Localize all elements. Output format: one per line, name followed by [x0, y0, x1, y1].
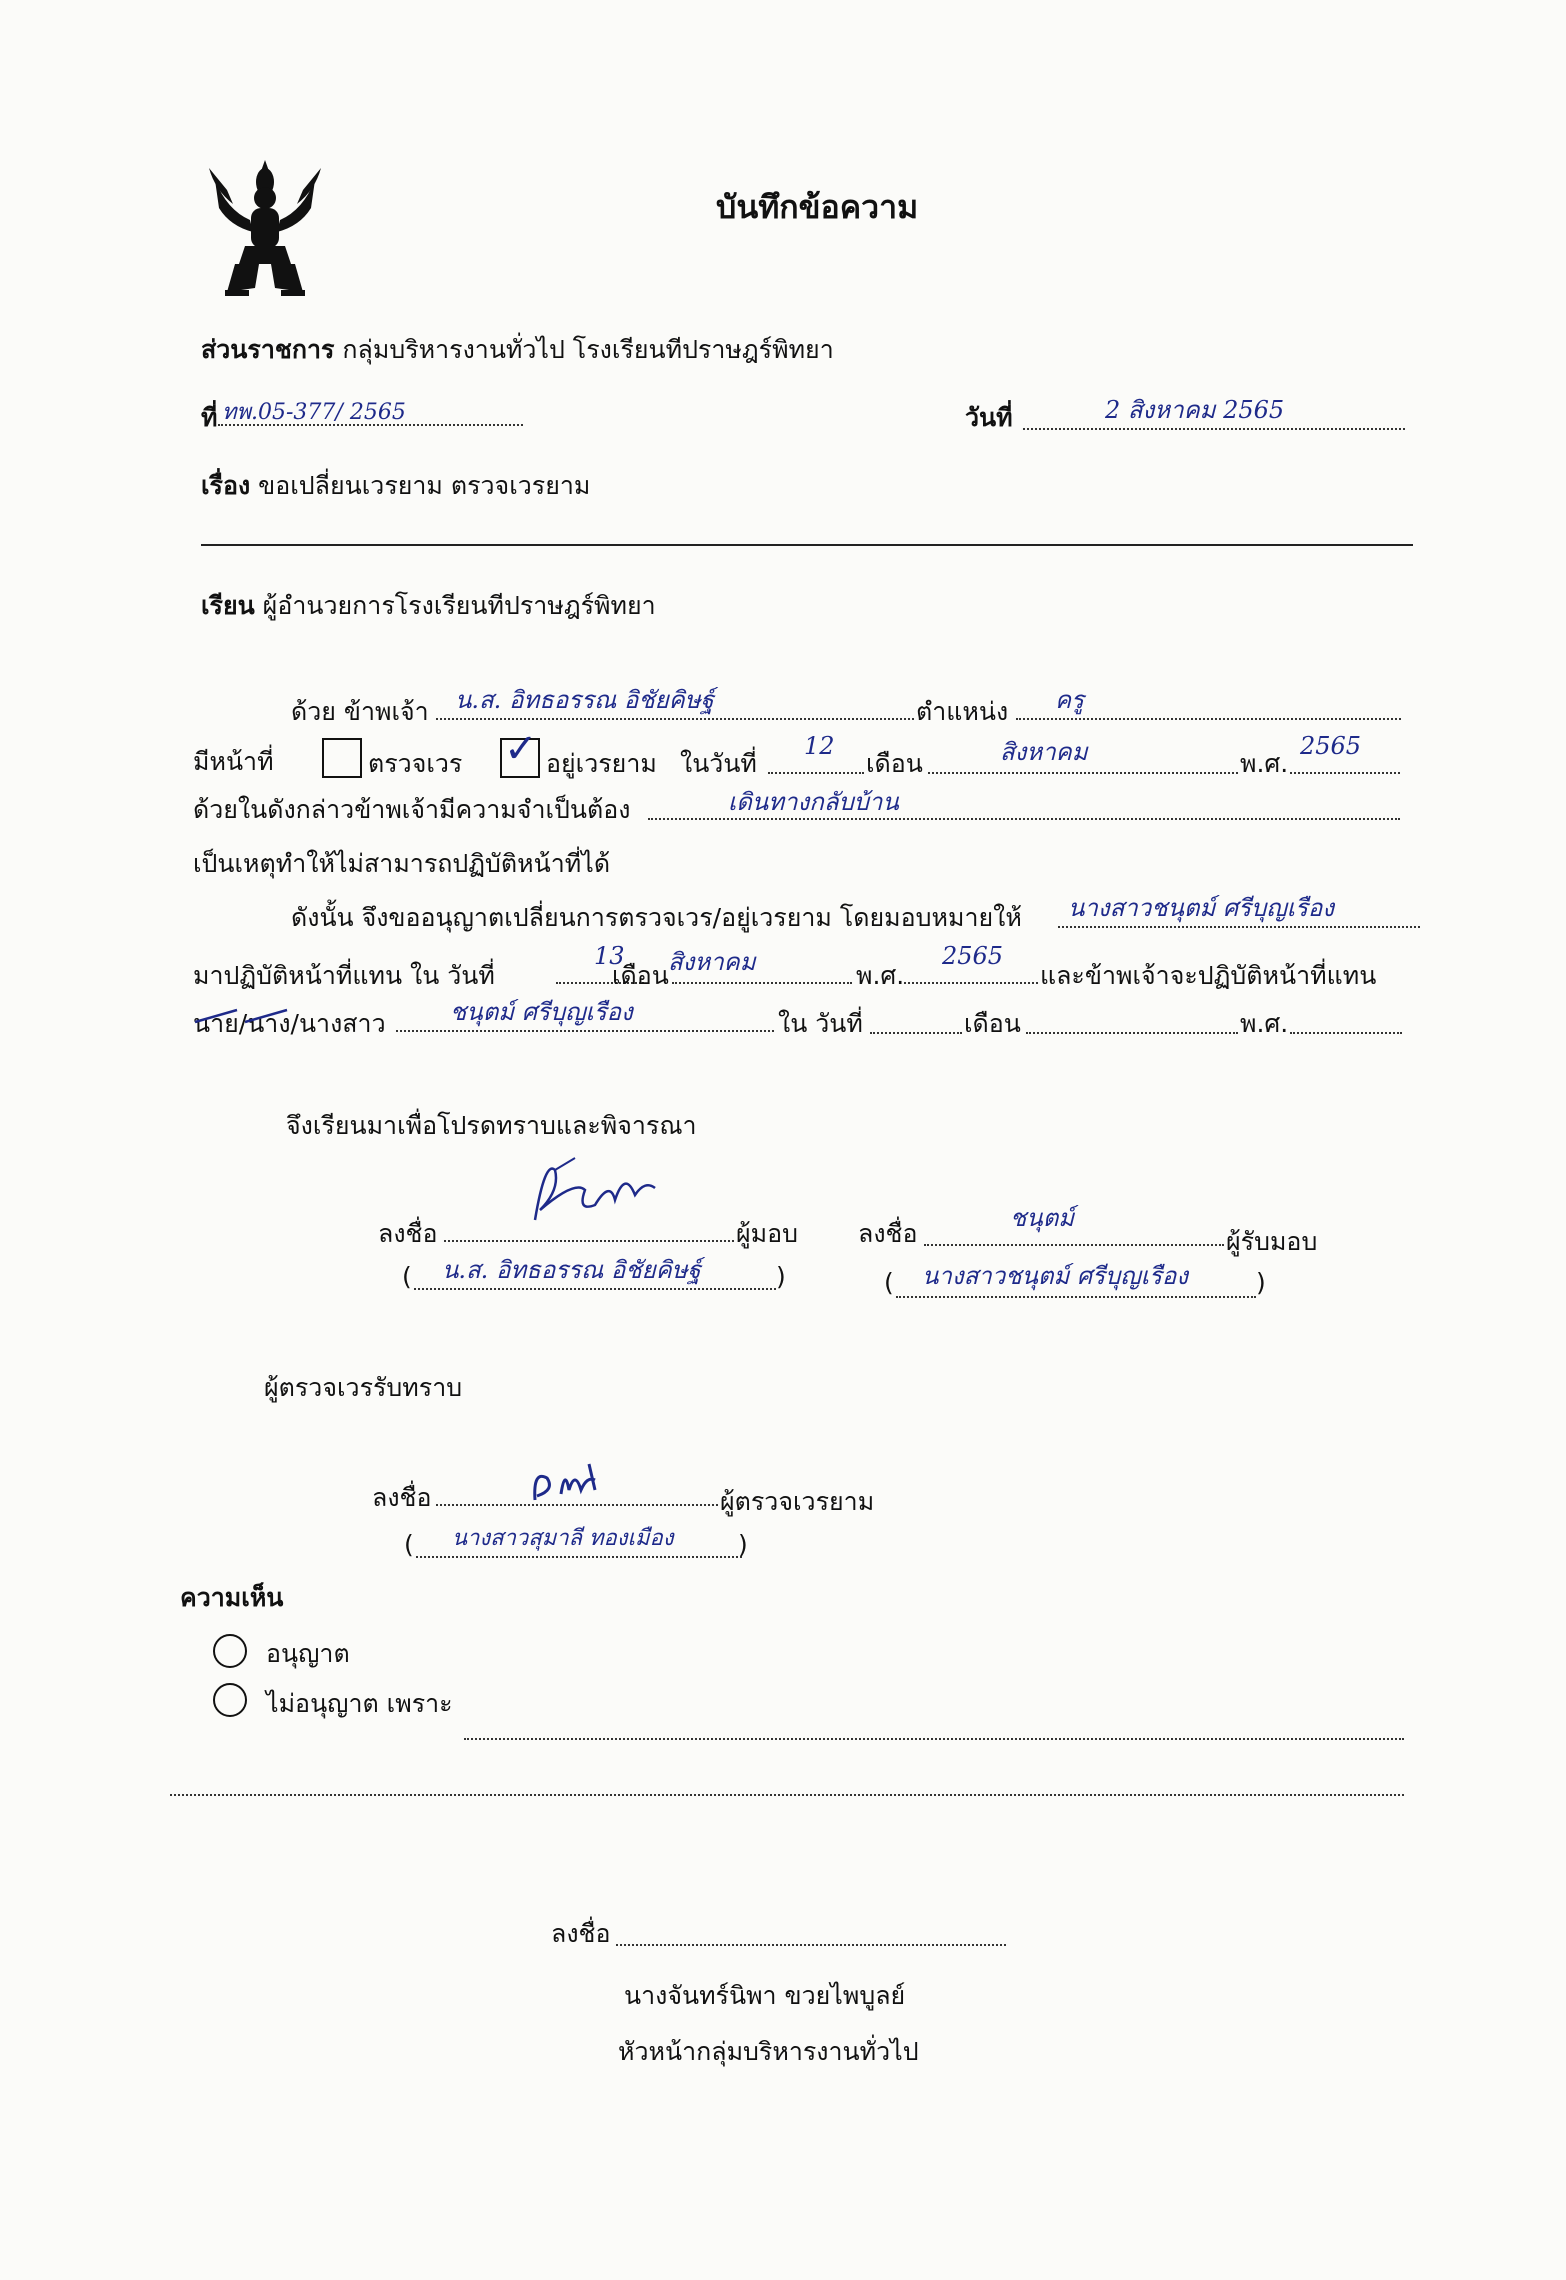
- receiver-name-dotted-line: [896, 1296, 1256, 1298]
- position-value: ครู: [1055, 686, 1084, 714]
- agency-line: [201, 330, 834, 370]
- receiver-close-paren: ): [1256, 1268, 1266, 1297]
- perform-year: 2565: [942, 942, 1004, 970]
- memo-title: บันทึกข้อความ: [716, 188, 919, 226]
- title-strikeouts: [193, 1000, 343, 1040]
- giver-sign-label: ลงชื่อ: [378, 1219, 438, 1248]
- reject-reason-dotted-line[interactable]: [464, 1738, 1404, 1740]
- month-label: เดือน: [866, 749, 923, 778]
- to-value: ผู้อำนวยการโรงเรียนทีปราษฎร์พิทยา: [262, 591, 656, 620]
- inspector-name-dotted-line: [416, 1556, 742, 1558]
- inspector-heading: ผู้ตรวจเวรรับทราบ: [264, 1373, 463, 1402]
- inspector-role: ผู้ตรวจเวรยาม: [720, 1487, 875, 1516]
- giver-sign-dotted-line: [444, 1240, 734, 1242]
- subject-value: ขอเปลี่ยนเวรยาม ตรวจเวรยาม: [258, 471, 591, 500]
- year-label: พ.ศ.: [1240, 749, 1289, 778]
- ref-label: ที่: [201, 403, 218, 432]
- day-label: ในวันที่: [680, 749, 757, 778]
- reason-prefix: ด้วยในดังกล่าวข้าพเจ้ามีความจำเป็นต้อง: [193, 795, 631, 824]
- to-label: เรียน: [201, 591, 255, 620]
- closing-text: จึงเรียนมาเพื่อโปรดทราบและพิจารณา: [286, 1111, 697, 1140]
- reason-suffix: เป็นเหตุทำให้ไม่สามารถปฏิบัติหน้าที่ได้: [193, 849, 611, 878]
- swap-day-dotted-line: [870, 1032, 962, 1034]
- month-dotted-line: [928, 772, 1238, 774]
- perform-month-label: เดือน: [612, 961, 669, 990]
- month-value: สิงหาคม: [1000, 738, 1088, 766]
- approve-label: อนุญาต: [266, 1639, 350, 1668]
- guard-check-mark: ✓: [504, 726, 538, 772]
- garuda-emblem-icon: [205, 160, 325, 300]
- perform-day: 13: [594, 942, 625, 970]
- giver-name: น.ส. อิทธอรรณ อิชัยคิษฐ์: [442, 1256, 701, 1284]
- head-sign-label: ลงชื่อ: [551, 1919, 611, 1948]
- approve-radio[interactable]: [213, 1634, 247, 1668]
- duty-label: มีหน้าที่: [193, 747, 274, 776]
- giver-role: ผู้มอบ: [736, 1219, 799, 1248]
- head-name: นางจันทร์นิพา ขวยไพบูลย์: [624, 1981, 906, 2010]
- swap-month-dotted-line: [1026, 1032, 1238, 1034]
- receiver-sign-dotted-line: [924, 1244, 1224, 1246]
- swap-name: ชนุตม์ ศรีบุญเรือง: [450, 998, 633, 1026]
- inspector-open-paren: (: [404, 1530, 414, 1559]
- title-options: นาย/นาง/นางสาว: [193, 1009, 386, 1038]
- patrol-label: ตรวจเวร: [368, 749, 463, 778]
- reject-label: ไม่อนุญาต เพราะ: [266, 1689, 453, 1718]
- swap-month-label: เดือน: [964, 1009, 1021, 1038]
- head-sign-dotted-line: [616, 1944, 1006, 1946]
- swap-year-dotted-line: [1290, 1032, 1402, 1034]
- date-value: 2 สิงหาคม 2565: [1105, 396, 1285, 424]
- year-dotted-line: [1290, 772, 1400, 774]
- requester-name: น.ส. อิทธอรรณ อิชัยคิษฐ์: [455, 686, 714, 714]
- head-position: หัวหน้ากลุ่มบริหารงานทั่วไป: [618, 2037, 919, 2066]
- swap-day-label: ใน วันที่: [778, 1009, 863, 1038]
- perform-year-dotted-line: [904, 982, 1038, 984]
- inspector-signature: [525, 1460, 625, 1510]
- giver-signature: [515, 1150, 665, 1240]
- giver-close-paren: ): [776, 1262, 786, 1291]
- receiver-role: ผู้รับมอบ: [1226, 1227, 1318, 1256]
- reason-value: เดินทางกลับบ้าน: [728, 788, 899, 816]
- receiver-signature: ชนุตม์: [1010, 1204, 1075, 1232]
- position-label: ตำแหน่ง: [916, 697, 1009, 726]
- inspector-name: นางสาวสุมาลี ทองเมือง: [452, 1526, 674, 1551]
- receiver-sign-label: ลงชื่อ: [858, 1219, 918, 1248]
- patrol-checkbox[interactable]: [322, 738, 362, 778]
- subject-divider: [201, 544, 1413, 546]
- perform-year-label: พ.ศ.: [856, 961, 905, 990]
- reject-reason-dotted-line-2[interactable]: [170, 1794, 1404, 1796]
- giver-open-paren: (: [402, 1262, 412, 1291]
- line1-prefix: ด้วย ข้าพเจ้า: [291, 697, 429, 726]
- guard-label: อยู่เวรยาม: [546, 749, 657, 778]
- inspector-sign-label: ลงชื่อ: [372, 1483, 432, 1512]
- inspector-close-paren: ): [738, 1530, 748, 1559]
- reject-radio[interactable]: [213, 1683, 247, 1717]
- subject-label: เรื่อง: [201, 471, 251, 500]
- year-value: 2565: [1300, 732, 1362, 760]
- receiver-name: นางสาวชนุตม์ ศรีบุญเรือง: [922, 1262, 1188, 1290]
- agency-label: ส่วนราชการ: [201, 335, 335, 364]
- perform-prefix: มาปฏิบัติหน้าที่แทน ใน วันที่: [193, 961, 495, 990]
- day-value: 12: [804, 732, 835, 760]
- ref-value: ทพ.05-377/ 2565: [222, 400, 406, 425]
- swap-year-label: พ.ศ.: [1240, 1009, 1289, 1038]
- request-text: ดังนั้น จึงขออนุญาตเปลี่ยนการตรวจเวร/อยู่เวรยาม โดยมอบหมายให้: [291, 903, 1022, 932]
- to-line: [201, 586, 656, 626]
- perform-suffix: และข้าพเจ้าจะปฏิบัติหน้าที่แทน: [1040, 961, 1377, 990]
- receiver-open-paren: (: [884, 1268, 894, 1297]
- date-label: วันที่: [965, 403, 1013, 432]
- perform-month: สิงหาคม: [668, 948, 756, 976]
- subject-line: [201, 466, 590, 506]
- agency-value: กลุ่มบริหารงานทั่วไป โรงเรียนทีปราษฎร์พิทยา: [342, 335, 834, 364]
- perform-month-dotted-line: [672, 982, 852, 984]
- opinion-heading: ความเห็น: [180, 1583, 284, 1612]
- substitute-name: นางสาวชนุตม์ ศรีบุญเรือง: [1068, 894, 1334, 922]
- day-dotted-line: [768, 772, 864, 774]
